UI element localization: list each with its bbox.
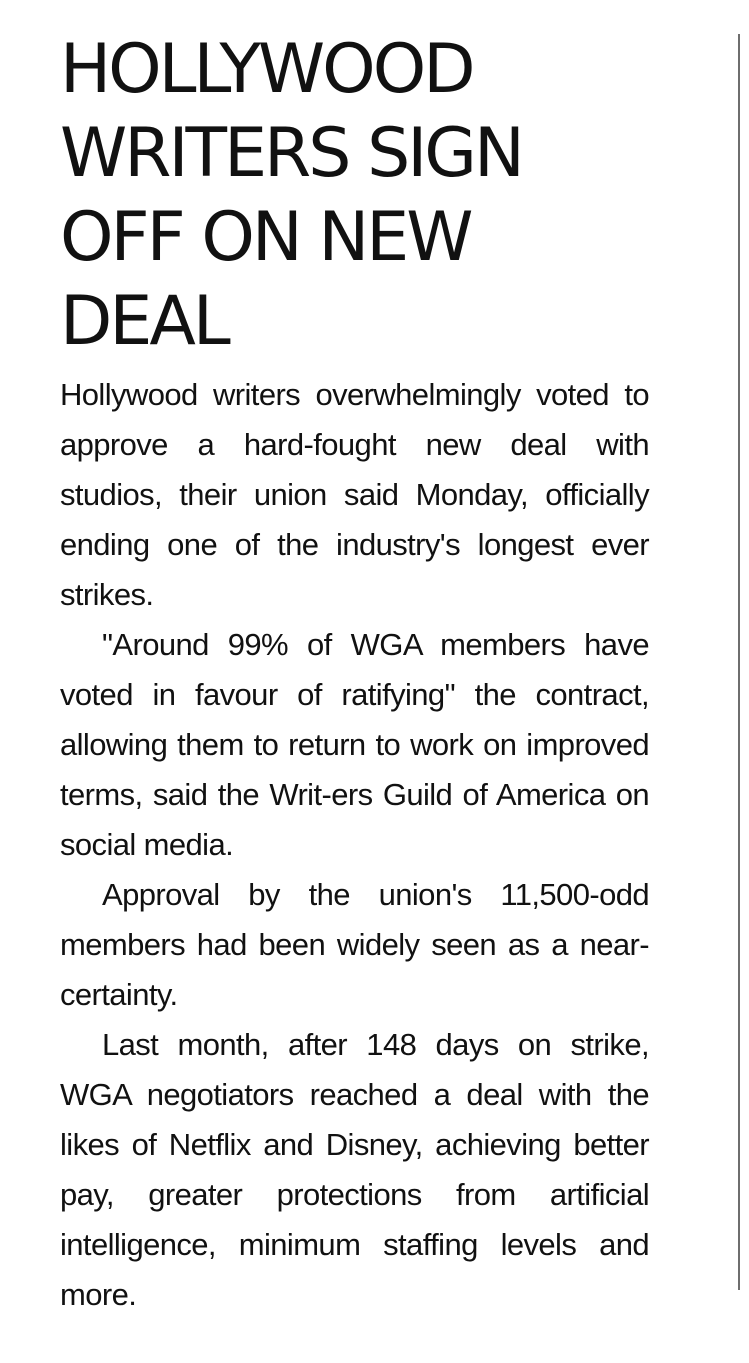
paragraph-4: Last month, after 148 days on strike, WGA negotiators reached a deal with the likes of Netflix and Disney, achieving better pay, greater protections from artificial intelligence, minimum staffing levels and more. (60, 1027, 649, 1312)
article (60, 28, 649, 1320)
paragraph-1: Hollywood writers overwhelmingly voted to approve a hard-fought new deal with studios, their union said Monday, officially ending one of the industry's longest ever strikes. (60, 377, 649, 612)
paragraph-2: "Around 99% of WGA members have voted in favour of ratifying" the contract, allowing them to return to work on improved terms, said the Writ-ers Guild of America on social media. (60, 627, 649, 862)
paragraph-3: Approval by the union's 11,500-odd members had been widely seen as a near-certainty. (60, 877, 649, 1012)
headline: HOLLYWOOD WRITERS SIGN OFF ON NEW DEAL (60, 30, 522, 361)
article-body (60, 370, 649, 1320)
column-divider (738, 34, 740, 1290)
